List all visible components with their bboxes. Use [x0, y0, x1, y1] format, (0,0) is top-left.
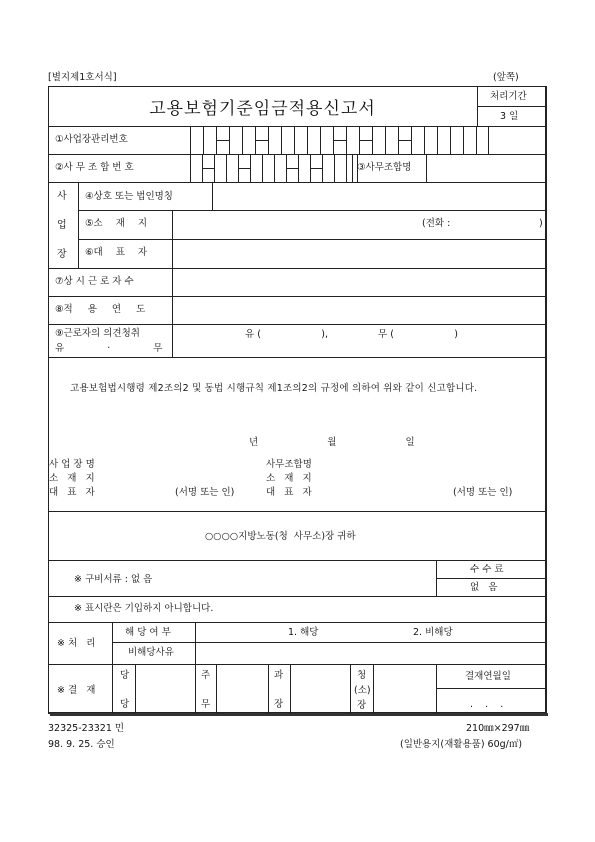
- form-number: [별지제1호서식]: [48, 72, 117, 83]
- company-name-label: ④상호 또는 법인명칭: [85, 191, 173, 202]
- biz-group-char-1: 사: [57, 191, 67, 202]
- approval-col2-top: 주: [201, 670, 211, 681]
- approval-date-note: 98. 9. 25. 승인: [48, 739, 115, 750]
- approval-label: ※ 결 재: [57, 685, 96, 696]
- approval-col4-bottom: 장: [357, 700, 367, 711]
- approval-col1-top: 당: [120, 670, 130, 681]
- approval-date-value[interactable]: . . .: [470, 699, 504, 710]
- approval-col3-bottom: 장: [274, 699, 284, 710]
- opinion-label: ⑨근로자의 의견청취: [55, 328, 140, 339]
- phone-label: (전화 :: [422, 218, 451, 229]
- right-address-label: 소 재 지: [266, 473, 312, 484]
- declaration-text: 고용보험법시행령 제2조의2 및 동법 시행규칙 제1조의2의 규정에 의하여 위와 같이 신고합니다.: [70, 383, 478, 394]
- non-applicable-reason-label: 비해당사유: [128, 647, 174, 658]
- processing-label: ※ 처 리: [57, 638, 96, 649]
- address-label: ⑤소 재 지: [85, 218, 148, 229]
- approval-col4-top: 청: [357, 670, 367, 681]
- biz-group-char-2: 업: [57, 220, 67, 231]
- office-use-note: ※ 표시란은 기입하지 아니합니다.: [74, 603, 214, 614]
- left-biz-name-label: 사 업 장 명: [49, 459, 95, 470]
- phone-close: ): [539, 218, 543, 229]
- opinion-yes-field[interactable]: 유 ( ),: [245, 329, 329, 340]
- paper-type: (일반용지(재활용품) 60g/㎡): [400, 739, 523, 750]
- workers-label: ⑦상 시 근 로 자 수: [55, 276, 134, 287]
- biz-group-char-3: 장: [57, 249, 67, 260]
- approval-col3-top: 과: [274, 670, 284, 681]
- left-rep-label: 대 표 자: [49, 487, 95, 498]
- required-docs: ※ 구비서류 : 없 음: [74, 574, 153, 585]
- approval-col4-mid: (소): [354, 685, 371, 696]
- approval-col1-bottom: 당: [120, 699, 130, 710]
- processing-period-label: 처리기간: [490, 91, 527, 102]
- biz-mgmt-no-boxes[interactable]: [190, 126, 489, 154]
- agent-name-label: ③사무조합명: [357, 162, 412, 173]
- right-agent-name-label: 사무조합명: [266, 459, 312, 470]
- fee-label: 수 수 료: [470, 564, 504, 575]
- fee-value: 없 음: [470, 582, 498, 593]
- option-applicable[interactable]: 1. 해당: [288, 627, 319, 638]
- apply-year-label: ⑧적 용 연 도: [55, 304, 146, 315]
- agent-no-label: ②사 무 조 합 번 호: [55, 162, 134, 173]
- opinion-no-field[interactable]: 무 ( ): [378, 329, 459, 340]
- frame-shadow: [50, 713, 548, 716]
- applicable-label: 해 당 여 부: [125, 627, 171, 638]
- addressee: ○○○○지방노동(청 사무소)장 귀하: [205, 531, 356, 542]
- right-rep-label: 대 표 자: [266, 487, 312, 498]
- representative-label: ⑥대 표 자: [85, 247, 148, 258]
- approval-date-label: 결재연월일: [465, 671, 511, 682]
- form-title-cell: [48, 86, 477, 126]
- paper-size: 210㎜×297㎜: [466, 723, 530, 734]
- form-title: 고용보험기준임금적용신고서: [149, 98, 376, 119]
- declaration-date: 년 월 일: [249, 437, 415, 448]
- approval-col2-bottom: 무: [201, 699, 211, 710]
- agent-no-boxes[interactable]: [190, 154, 358, 182]
- opinion-sub-label: 유 · 무: [55, 343, 163, 354]
- biz-mgmt-no-label: ①사업장관리번호: [55, 134, 128, 145]
- processing-period-value: 3 일: [500, 111, 519, 122]
- left-address-label: 소 재 지: [49, 473, 95, 484]
- option-not-applicable[interactable]: 2. 비해당: [413, 627, 453, 638]
- left-signature[interactable]: (서명 또는 인): [175, 487, 235, 498]
- side-label: (앞쪽): [493, 72, 519, 83]
- right-signature[interactable]: (서명 또는 인): [453, 487, 513, 498]
- form-code: 32325-23321 민: [48, 723, 125, 734]
